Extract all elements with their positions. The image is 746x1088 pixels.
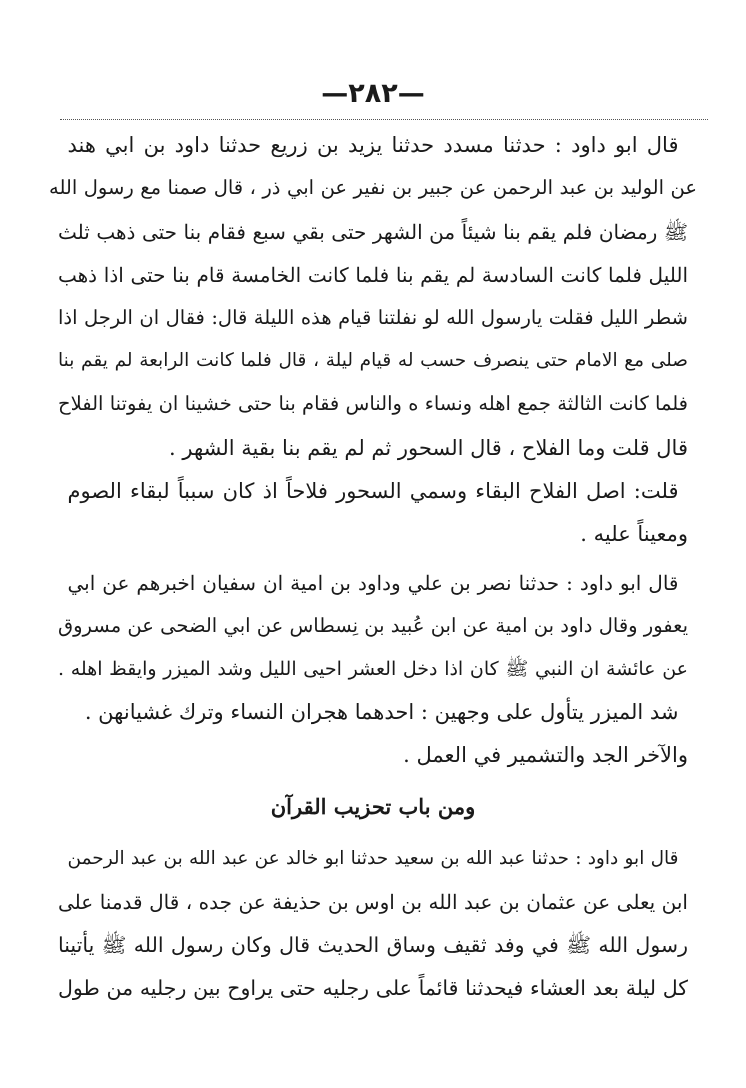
section-heading: ومن باب تحزيب القرآن: [270, 794, 476, 819]
text-line: قال ابو داود : حدثنا عبد الله بن سعيد حدثنا ابو خالد عن عبد الله بن عبد الرحمن: [67, 848, 679, 869]
text-line: صلى مع الامام حتى ينصرف حسب له قيام ليلة ، قال فلما كانت الرابعة لم يقم بنا: [58, 350, 688, 371]
text-line: قال ابو داود : حدثنا نصر بن علي وداود بن امية ان سفيان اخبرهم عن ابي: [67, 571, 679, 595]
header-rule: [60, 119, 708, 120]
text-line: والآخر الجد والتشمير في العمل .: [403, 743, 688, 767]
text-line: قال قلت وما الفلاح ، قال السحور ثم لم يقم بنا بقية الشهر .: [169, 436, 688, 460]
text-line: شطر الليل فقلت يارسول الله لو نفلتنا قيام هذه الليلة قال: فقال ان الرجل اذا: [58, 306, 688, 329]
text-line: كل ليلة بعد العشاء فيحدثنا قائماً على رجليه حتى يراوح بين رجليه من طول: [58, 976, 688, 1000]
text-line: رسول الله ﷺ في وفد ثقيف وساق الحديث قال وكان رسول الله ﷺ يأتينا: [58, 933, 688, 957]
page-number: —٢٨٢—: [321, 78, 425, 109]
text-line: الليل فلما كانت السادسة لم يقم بنا فلما كانت الخامسة قام بنا حتى اذا ذهب: [58, 263, 688, 287]
text-line: ابن يعلى عن عثمان بن عبد الله بن اوس بن حذيفة عن جده ، قال قدمنا على: [58, 890, 688, 914]
text-line: ﷺ رمضان فلم يقم بنا شيئاً من الشهر حتى بقي سبع فقام بنا حتى ذهب ثلث: [58, 220, 688, 244]
text-line: عن الوليد بن عبد الرحمن عن جبير بن نفير عن ابي ذر ، قال صمنا مع رسول الله: [49, 176, 697, 199]
text-line: ومعيناً عليه .: [580, 522, 688, 546]
text-line: يعفور وقال داود بن امية عن ابن عُبيد بن نِسطاس عن ابي الضحى عن مسروق: [58, 614, 688, 637]
text-line: قال ابو داود : حدثنا مسدد حدثنا يزيد بن زريع حدثنا داود بن ابي هند: [67, 133, 679, 157]
text-line: عن عائشة ان النبي ﷺ كان اذا دخل العشر احيى الليل وشد الميزر وايقظ اهله .: [58, 658, 688, 680]
text-line: شد الميزر يتأول على وجهين : احدهما هجران النساء وترك غشيانهن .: [84, 700, 679, 724]
text-line: فلما كانت الثالثة جمع اهله ونساء ه والناس فقام بنا حتى خشينا ان يفوتنا الفلاح: [58, 392, 688, 415]
text-line: قلت: اصل الفلاح البقاء وسمي السحور فلاحاً اذ كان سبباً لبقاء الصوم: [67, 479, 679, 503]
